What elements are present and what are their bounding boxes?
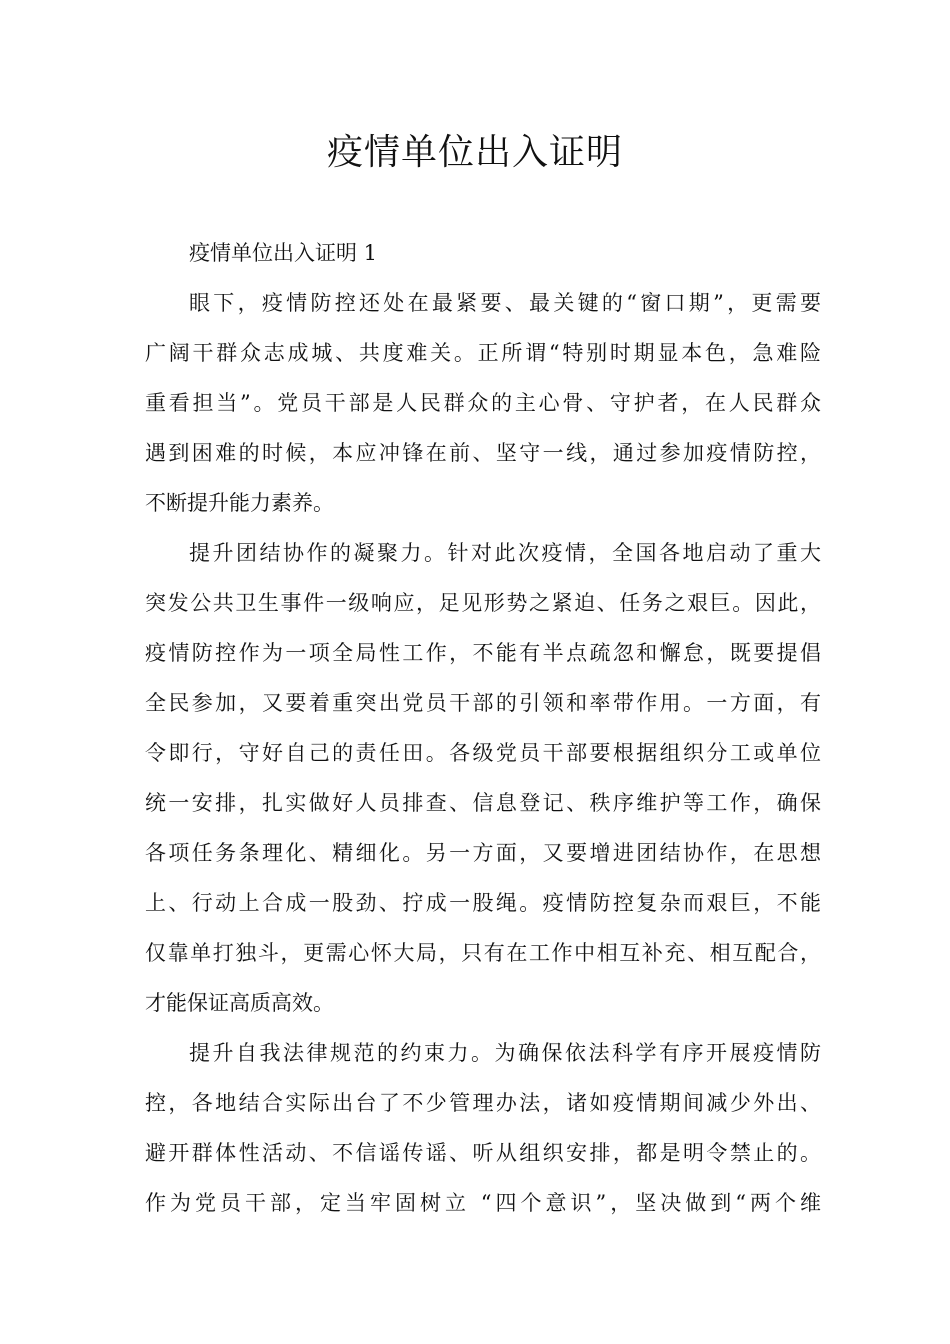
paragraph-line: 令即行，守好自己的责任田。各级党员干部要根据组织分工或单位 <box>145 741 821 765</box>
paragraph-line: 提升自我法律规范的约束力。为确保依法科学有序开展疫情防 <box>189 1041 821 1065</box>
paragraph-line: 重看担当”。党员干部是人民群众的主心骨、守护者，在人民群众 <box>145 391 821 415</box>
paragraph-line: 上、行动上合成一股劲、拧成一股绳。疫情防控复杂而艰巨，不能 <box>145 891 821 915</box>
paragraph-line: 才能保证高质高效。 <box>145 991 334 1015</box>
section-heading: 疫情单位出入证明 1 <box>189 241 378 265</box>
paragraph-line: 眼下，疫情防控还处在最紧要、最关键的“窗口期”，更需要 <box>189 291 821 315</box>
paragraph-line: 仅靠单打独斗，更需心怀大局，只有在工作中相互补充、相互配合， <box>145 941 821 965</box>
paragraph-line: 不断提升能力素养。 <box>145 491 334 515</box>
document-body <box>145 228 821 1228</box>
paragraph-line: 全民参加，又要着重突出党员干部的引领和率带作用。一方面，有 <box>145 691 821 715</box>
paragraph-line: 遇到困难的时候，本应冲锋在前、坚守一线，通过参加疫情防控， <box>145 441 821 465</box>
paragraph-line: 避开群体性活动、不信谣传谣、听从组织安排，都是明令禁止的。 <box>145 1141 821 1165</box>
document-title: 疫情单位出入证明 <box>326 132 623 173</box>
paragraph-line: 作为党员干部，定当牢固树立 “四个意识”，坚决做到“两个维 <box>145 1191 821 1215</box>
paragraph-line: 突发公共卫生事件一级响应，足见形势之紧迫、任务之艰巨。因此， <box>145 591 821 615</box>
paragraph-line: 各项任务条理化、精细化。另一方面，又要增进团结协作，在思想 <box>145 841 821 865</box>
paragraph-line: 控，各地结合实际出台了不少管理办法，诸如疫情期间减少外出、 <box>145 1091 821 1115</box>
paragraph-line: 统一安排，扎实做好人员排查、信息登记、秩序维护等工作，确保 <box>145 791 821 815</box>
paragraph-line: 疫情防控作为一项全局性工作，不能有半点疏忽和懈怠，既要提倡 <box>145 641 821 665</box>
paragraph-line: 提升团结协作的凝聚力。针对此次疫情，全国各地启动了重大 <box>189 541 821 565</box>
paragraph-line: 广阔干群众志成城、共度难关。正所谓“特别时期显本色，急难险 <box>145 341 821 365</box>
